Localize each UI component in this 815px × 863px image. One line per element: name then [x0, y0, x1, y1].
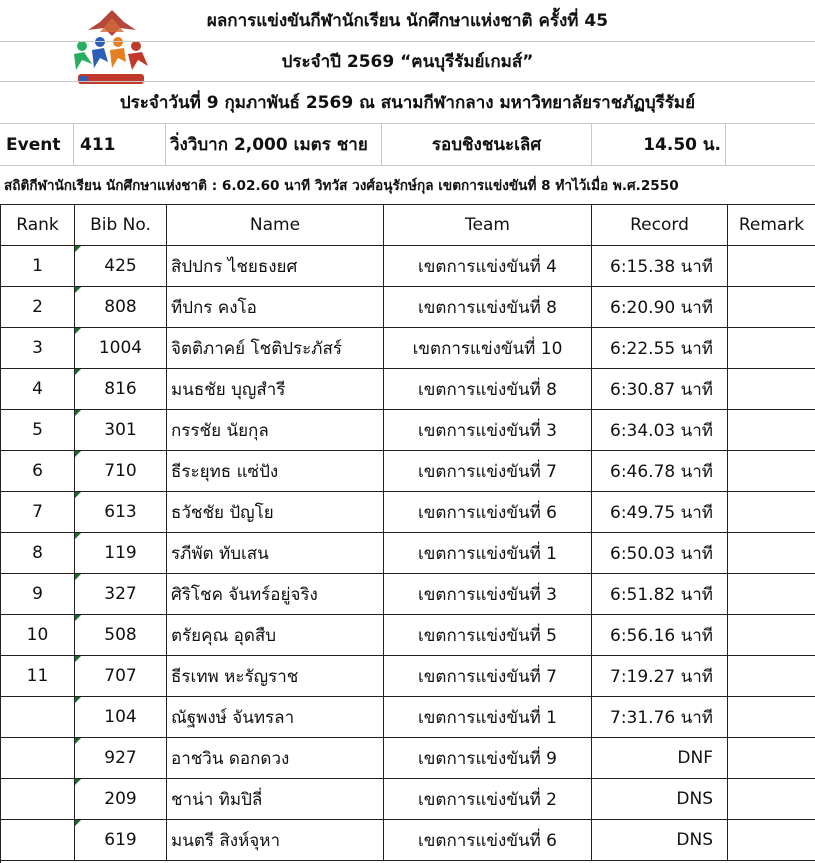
- column-header-remark: Remark: [728, 205, 815, 245]
- cell-record: [592, 697, 728, 737]
- event-name: วิ่งวิบาก 2,000 เมตร ชาย: [166, 124, 382, 165]
- cell-record: [592, 533, 728, 573]
- cell-name-text: จิตติภาคย์ โชติประภัสร์: [171, 338, 343, 359]
- cell-rank: [1, 615, 75, 655]
- cell-name-text: กรรชัย นัยกุล: [171, 420, 269, 441]
- cell-team: [384, 779, 592, 819]
- cell-marker-icon: [75, 328, 81, 334]
- cell-remark: [728, 328, 815, 368]
- cell-name: [167, 615, 384, 655]
- cell-name-text: รภีพัต ทับเสน: [171, 543, 269, 564]
- event-round: รอบชิงชนะเลิศ: [382, 124, 592, 165]
- cell-rank-text: 6: [32, 461, 43, 481]
- cell-bib-text: 927: [104, 748, 137, 768]
- table-row: [1, 246, 815, 287]
- cell-record: [592, 615, 728, 655]
- cell-bib-text: 707: [104, 666, 137, 686]
- results-table: [0, 204, 815, 863]
- cell-name: [167, 533, 384, 573]
- cell-name-text: ทีปกร คงโอ: [171, 297, 257, 318]
- cell-bib-text: 816: [104, 379, 137, 399]
- cell-rank: [1, 451, 75, 491]
- cell-bib: [75, 328, 167, 368]
- cell-team-text: เขตการแข่งขันที่ 2: [418, 789, 557, 810]
- cell-marker-icon: [75, 574, 81, 580]
- event-row: [0, 124, 815, 166]
- cell-name: [167, 369, 384, 409]
- cell-team: [384, 656, 592, 696]
- cell-remark: [728, 451, 815, 491]
- cell-bib-text: 425: [104, 256, 137, 276]
- column-header-rank: Rank: [1, 205, 75, 245]
- cell-remark: [728, 492, 815, 532]
- cell-bib: [75, 533, 167, 573]
- cell-rank-text: 9: [32, 584, 43, 604]
- cell-team-text: เขตการแข่งขันที่ 3: [418, 420, 557, 441]
- cell-name-text: ศิริโชค จันทร์อยู่จริง: [171, 584, 318, 605]
- cell-bib: [75, 369, 167, 409]
- cell-name-text: สิปปกร ไชยธงยศ: [171, 256, 298, 277]
- cell-remark: [728, 738, 815, 778]
- cell-rank: [1, 697, 75, 737]
- cell-rank: [1, 492, 75, 532]
- column-header-record: Record: [592, 205, 728, 245]
- table-header-row: [1, 205, 815, 246]
- cell-name-text: อาชวิน ดอกดวง: [171, 748, 290, 769]
- cell-name: [167, 574, 384, 614]
- cell-rank: [1, 328, 75, 368]
- cell-rank-text: 10: [26, 625, 49, 645]
- cell-team: [384, 615, 592, 655]
- cell-bib-text: 301: [104, 420, 137, 440]
- cell-remark: [728, 369, 815, 409]
- cell-marker-icon: [75, 697, 81, 703]
- cell-marker-icon: [75, 738, 81, 744]
- cell-team-text: เขตการแข่งขันที่ 7: [418, 666, 557, 687]
- cell-record: [592, 574, 728, 614]
- cell-rank-text: 7: [32, 502, 43, 522]
- cell-record: [592, 451, 728, 491]
- cell-team: [384, 492, 592, 532]
- cell-name: [167, 492, 384, 532]
- cell-bib-text: 613: [104, 502, 137, 522]
- cell-team-text: เขตการแข่งขันที่ 1: [418, 543, 557, 564]
- cell-record: [592, 287, 728, 327]
- table-row: [1, 574, 815, 615]
- cell-team: [384, 410, 592, 450]
- header-title-line-3: ประจำวันที่ 9 กุมภาพันธ์ 2569 ณ สนามกีฬากลาง มหาวิทยาลัยราชภัฏบุรีรัมย์: [0, 82, 815, 124]
- cell-rank-text: 3: [32, 338, 43, 358]
- cell-rank: [1, 287, 75, 327]
- cell-remark: [728, 656, 815, 696]
- cell-remark: [728, 246, 815, 286]
- cell-record-text: 6:49.75 นาที: [610, 502, 713, 523]
- cell-bib: [75, 451, 167, 491]
- cell-bib: [75, 492, 167, 532]
- cell-team: [384, 451, 592, 491]
- cell-record-text: 7:19.27 นาที: [610, 666, 713, 687]
- record-note: สถิติกีฬานักเรียน นักศึกษาแห่งชาติ : 6.02.60 นาที วิทวัส วงศ์อนุรักษ์กุล เขตการแข่งขันที่ 8 ทำไว้เมื่อ พ.ศ.2550: [4, 178, 679, 194]
- cell-name: [167, 246, 384, 286]
- cell-remark: [728, 533, 815, 573]
- cell-remark: [728, 820, 815, 860]
- event-time: 14.50 น.: [592, 124, 726, 165]
- cell-record: [592, 492, 728, 532]
- cell-name: [167, 738, 384, 778]
- cell-rank: [1, 820, 75, 860]
- cell-rank: [1, 369, 75, 409]
- cell-name: [167, 287, 384, 327]
- cell-team: [384, 533, 592, 573]
- cell-rank-text: 2: [32, 297, 43, 317]
- cell-marker-icon: [75, 779, 81, 785]
- cell-bib: [75, 246, 167, 286]
- cell-rank-text: 1: [32, 256, 43, 276]
- cell-rank-text: 5: [32, 420, 43, 440]
- cell-name-text: ธีรเทพ หะรัญราช: [171, 666, 299, 687]
- cell-record-text: 6:46.78 นาที: [610, 461, 713, 482]
- table-row: [1, 779, 815, 820]
- cell-team: [384, 574, 592, 614]
- cell-bib-text: 327: [104, 584, 137, 604]
- cell-name-text: ธวัชชัย ปัญโย: [171, 502, 274, 523]
- cell-bib: [75, 820, 167, 860]
- cell-bib: [75, 287, 167, 327]
- table-row: [1, 369, 815, 410]
- cell-name: [167, 410, 384, 450]
- cell-name: [167, 656, 384, 696]
- column-header-name: Name: [167, 205, 384, 245]
- cell-team-text: เขตการแข่งขันที่ 3: [418, 584, 557, 605]
- cell-marker-icon: [75, 246, 81, 252]
- cell-record-text: DNS: [676, 830, 713, 850]
- cell-name-text: ชาน่า ทิมปิลี่: [171, 789, 263, 810]
- cell-name: [167, 820, 384, 860]
- cell-record: [592, 738, 728, 778]
- table-row: [1, 492, 815, 533]
- cell-name-text: มนตรี สิงห์จุหา: [171, 830, 280, 851]
- cell-team-text: เขตการแข่งขันที่ 10: [412, 338, 563, 359]
- table-row: [1, 410, 815, 451]
- cell-team: [384, 328, 592, 368]
- cell-rank-text: 11: [26, 666, 49, 686]
- cell-bib: [75, 779, 167, 819]
- cell-bib: [75, 656, 167, 696]
- cell-record: [592, 328, 728, 368]
- cell-team: [384, 287, 592, 327]
- cell-bib-text: 209: [104, 789, 137, 809]
- cell-rank: [1, 738, 75, 778]
- cell-name: [167, 328, 384, 368]
- cell-rank: [1, 410, 75, 450]
- cell-team-text: เขตการแข่งขันที่ 8: [418, 379, 557, 400]
- cell-rank: [1, 533, 75, 573]
- cell-remark: [728, 410, 815, 450]
- table-row: [1, 328, 815, 369]
- cell-record: [592, 820, 728, 860]
- cell-record-text: 6:51.82 นาที: [610, 584, 713, 605]
- header-title-line-1: ผลการแข่งขันกีฬานักเรียน นักศึกษาแห่งชาติ ครั้งที่ 45: [0, 0, 815, 42]
- cell-name-text: มนธชัย บุญสำรี: [171, 379, 286, 400]
- cell-rank: [1, 779, 75, 819]
- cell-record: [592, 246, 728, 286]
- cell-team: [384, 820, 592, 860]
- cell-record: [592, 779, 728, 819]
- cell-record: [592, 369, 728, 409]
- column-header-team: Team: [384, 205, 592, 245]
- cell-bib-text: 508: [104, 625, 137, 645]
- table-row: [1, 287, 815, 328]
- cell-team: [384, 246, 592, 286]
- cell-bib-text: 619: [104, 830, 137, 850]
- cell-bib-text: 1004: [98, 338, 143, 358]
- cell-team-text: เขตการแข่งขันที่ 5: [418, 625, 557, 646]
- cell-name: [167, 451, 384, 491]
- cell-remark: [728, 287, 815, 327]
- cell-remark: [728, 697, 815, 737]
- cell-name-text: ณัฐพงษ์ จันทรลา: [171, 707, 295, 728]
- cell-remark: [728, 779, 815, 819]
- cell-remark: [728, 615, 815, 655]
- cell-marker-icon: [75, 287, 81, 293]
- cell-marker-icon: [75, 656, 81, 662]
- cell-name: [167, 779, 384, 819]
- cell-bib: [75, 697, 167, 737]
- column-header-bib: Bib No.: [75, 205, 167, 245]
- cell-record: [592, 656, 728, 696]
- cell-team-text: เขตการแข่งขันที่ 7: [418, 461, 557, 482]
- cell-record-text: 6:56.16 นาที: [610, 625, 713, 646]
- cell-bib: [75, 410, 167, 450]
- cell-record-text: 6:15.38 นาที: [610, 256, 713, 277]
- cell-record-text: 6:22.55 นาที: [610, 338, 713, 359]
- cell-team: [384, 369, 592, 409]
- table-row: [1, 738, 815, 779]
- cell-bib: [75, 574, 167, 614]
- cell-team: [384, 697, 592, 737]
- cell-marker-icon: [75, 451, 81, 457]
- table-row: [1, 697, 815, 738]
- cell-bib-text: 710: [104, 461, 137, 481]
- cell-rank-text: 4: [32, 379, 43, 399]
- cell-bib: [75, 738, 167, 778]
- cell-name: [167, 697, 384, 737]
- cell-remark: [728, 574, 815, 614]
- cell-marker-icon: [75, 533, 81, 539]
- cell-record-text: 7:31.76 นาที: [610, 707, 713, 728]
- cell-team-text: เขตการแข่งขันที่ 1: [418, 707, 557, 728]
- event-label: Event: [0, 124, 74, 165]
- cell-team-text: เขตการแข่งขันที่ 4: [418, 256, 557, 277]
- cell-team-text: เขตการแข่งขันที่ 6: [418, 830, 557, 851]
- table-row: [1, 451, 815, 492]
- cell-record-text: 6:30.87 นาที: [610, 379, 713, 400]
- cell-marker-icon: [75, 369, 81, 375]
- cell-rank: [1, 246, 75, 286]
- cell-bib-text: 104: [104, 707, 137, 727]
- cell-name-text: ตรัยคุณ อุดสืบ: [171, 625, 277, 646]
- event-number: 411: [74, 124, 166, 165]
- cell-record-text: DNS: [676, 789, 713, 809]
- cell-team-text: เขตการแข่งขันที่ 8: [418, 297, 557, 318]
- header-title-line-2: ประจำปี 2569 “ฅนบุรีรัมย์เกมส์”: [0, 42, 815, 82]
- cell-record-text: 6:50.03 นาที: [610, 543, 713, 564]
- cell-record-text: DNF: [677, 748, 713, 768]
- cell-bib: [75, 615, 167, 655]
- table-row: [1, 533, 815, 574]
- table-row: [1, 615, 815, 656]
- cell-team-text: เขตการแข่งขันที่ 6: [418, 502, 557, 523]
- cell-bib-text: 808: [104, 297, 137, 317]
- cell-rank: [1, 656, 75, 696]
- table-row: [1, 656, 815, 697]
- cell-name-text: ธีระยุทธ แซ่ปัง: [171, 461, 279, 482]
- cell-rank: [1, 574, 75, 614]
- cell-marker-icon: [75, 820, 81, 826]
- cell-record-text: 6:34.03 นาที: [610, 420, 713, 441]
- cell-marker-icon: [75, 410, 81, 416]
- cell-marker-icon: [75, 615, 81, 621]
- cell-rank-text: 8: [32, 543, 43, 563]
- table-row: [1, 820, 815, 861]
- cell-team-text: เขตการแข่งขันที่ 9: [418, 748, 557, 769]
- cell-marker-icon: [75, 492, 81, 498]
- cell-bib-text: 119: [104, 543, 137, 563]
- cell-record: [592, 410, 728, 450]
- cell-team: [384, 738, 592, 778]
- cell-record-text: 6:20.90 นาที: [610, 297, 713, 318]
